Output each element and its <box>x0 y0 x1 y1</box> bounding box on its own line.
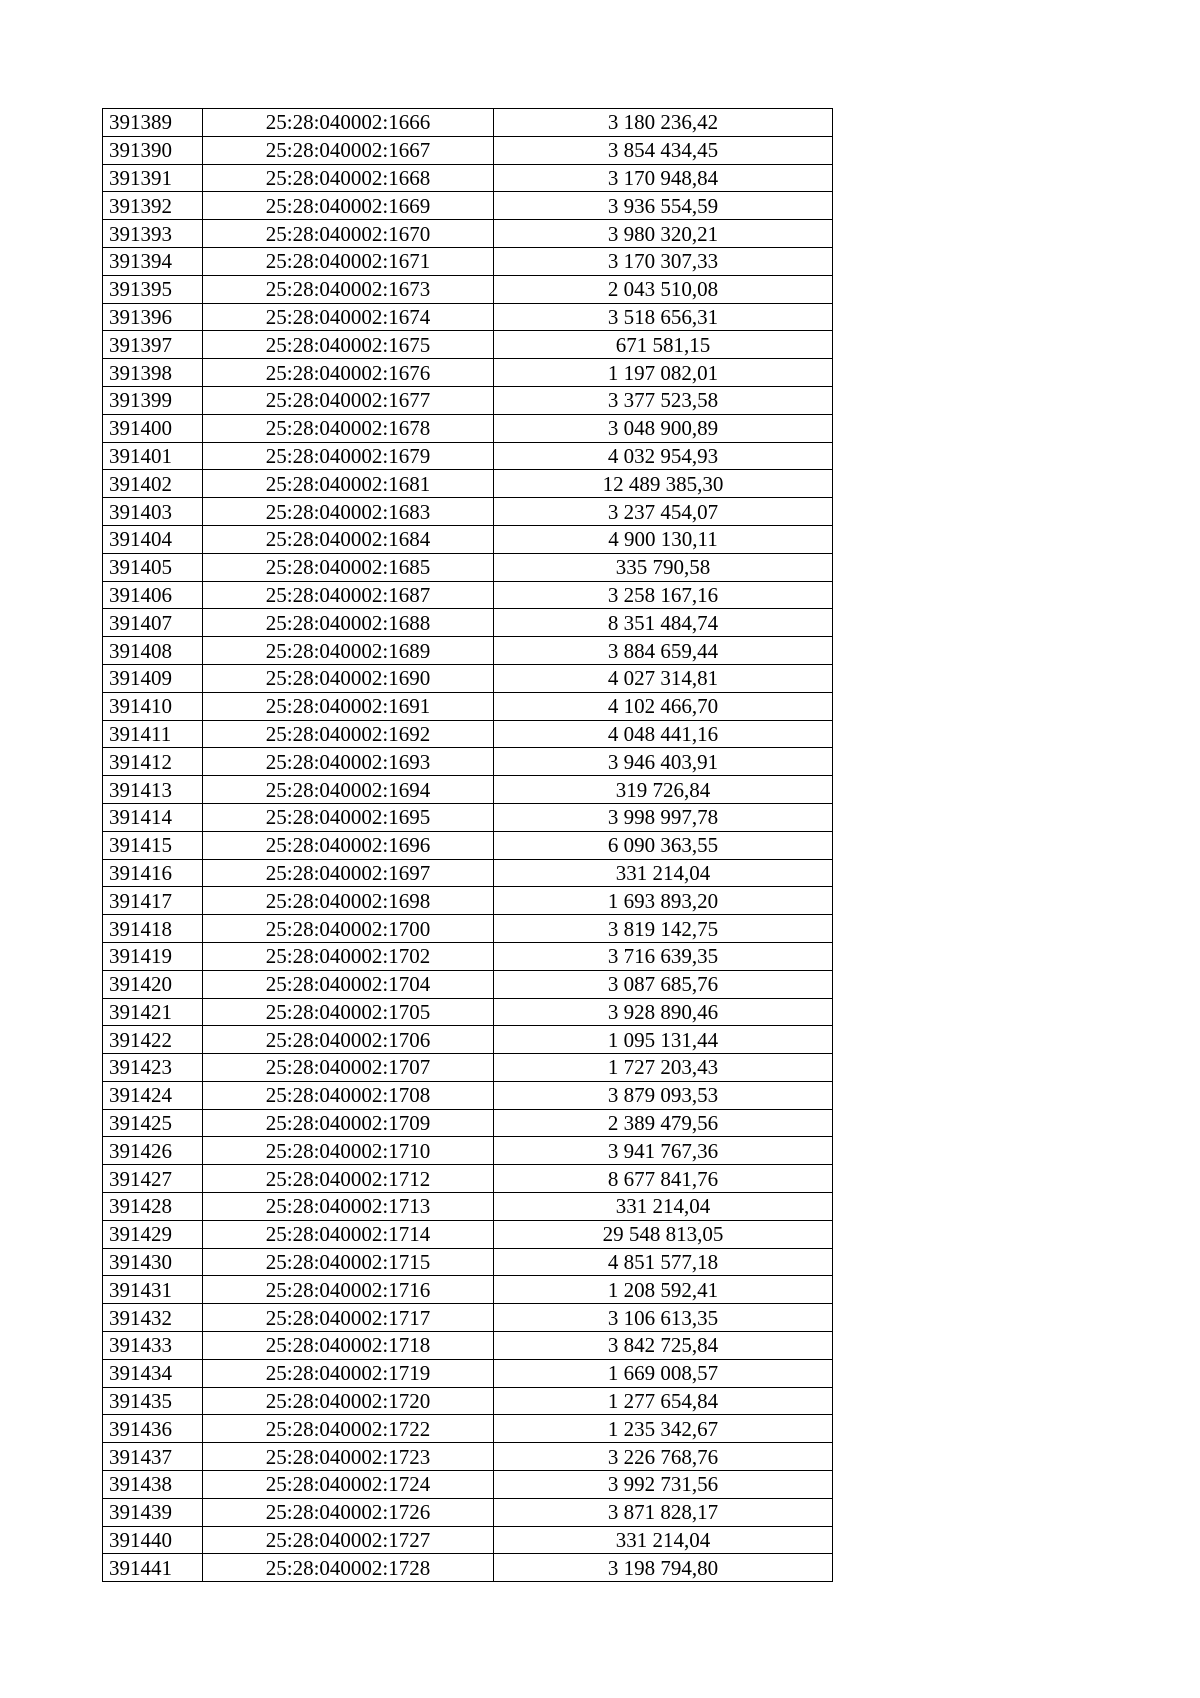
table-row <box>103 247 833 275</box>
table-row <box>103 887 833 915</box>
table-row <box>103 692 833 720</box>
row-number-cell: 391422 <box>103 1026 203 1054</box>
cadastral-number-cell: 25:28:040002:1669 <box>203 192 494 220</box>
value-cell: 3 180 236,42 <box>494 109 833 137</box>
table-row <box>103 1026 833 1054</box>
row-number-cell: 391429 <box>103 1220 203 1248</box>
cadastral-number-cell: 25:28:040002:1718 <box>203 1332 494 1360</box>
cadastral-number-cell: 25:28:040002:1671 <box>203 247 494 275</box>
cadastral-number-cell: 25:28:040002:1715 <box>203 1248 494 1276</box>
value-cell: 6 090 363,55 <box>494 831 833 859</box>
row-number-cell: 391426 <box>103 1137 203 1165</box>
table-row <box>103 803 833 831</box>
cadastral-number-cell: 25:28:040002:1695 <box>203 803 494 831</box>
value-cell: 4 048 441,16 <box>494 720 833 748</box>
table-row <box>103 1193 833 1221</box>
table-row <box>103 776 833 804</box>
data-table <box>102 108 833 1582</box>
value-cell: 12 489 385,30 <box>494 470 833 498</box>
cadastral-number-cell: 25:28:040002:1705 <box>203 998 494 1026</box>
table-row <box>103 1276 833 1304</box>
value-cell: 3 716 639,35 <box>494 942 833 970</box>
row-number-cell: 391430 <box>103 1248 203 1276</box>
row-number-cell: 391437 <box>103 1443 203 1471</box>
table-row <box>103 942 833 970</box>
value-cell: 3 106 613,35 <box>494 1304 833 1332</box>
table-row <box>103 1081 833 1109</box>
cadastral-number-cell: 25:28:040002:1691 <box>203 692 494 720</box>
value-cell: 1 197 082,01 <box>494 359 833 387</box>
value-cell: 4 032 954,93 <box>494 442 833 470</box>
value-cell: 3 998 997,78 <box>494 803 833 831</box>
cadastral-number-cell: 25:28:040002:1707 <box>203 1054 494 1082</box>
cadastral-number-cell: 25:28:040002:1678 <box>203 414 494 442</box>
row-number-cell: 391406 <box>103 581 203 609</box>
value-cell: 3 936 554,59 <box>494 192 833 220</box>
value-cell: 3 946 403,91 <box>494 748 833 776</box>
value-cell: 1 277 654,84 <box>494 1387 833 1415</box>
table-row <box>103 998 833 1026</box>
table-row <box>103 525 833 553</box>
table-row <box>103 1498 833 1526</box>
cadastral-number-cell: 25:28:040002:1726 <box>203 1498 494 1526</box>
row-number-cell: 391409 <box>103 664 203 692</box>
table-row <box>103 1443 833 1471</box>
row-number-cell: 391439 <box>103 1498 203 1526</box>
table-row <box>103 720 833 748</box>
value-cell: 3 884 659,44 <box>494 637 833 665</box>
value-cell: 1 693 893,20 <box>494 887 833 915</box>
value-cell: 3 226 768,76 <box>494 1443 833 1471</box>
row-number-cell: 391413 <box>103 776 203 804</box>
row-number-cell: 391392 <box>103 192 203 220</box>
cadastral-number-cell: 25:28:040002:1666 <box>203 109 494 137</box>
value-cell: 1 669 008,57 <box>494 1359 833 1387</box>
table-row <box>103 831 833 859</box>
value-cell: 8 351 484,74 <box>494 609 833 637</box>
cadastral-number-cell: 25:28:040002:1697 <box>203 859 494 887</box>
value-cell: 3 237 454,07 <box>494 498 833 526</box>
cadastral-number-cell: 25:28:040002:1674 <box>203 303 494 331</box>
value-cell: 29 548 813,05 <box>494 1220 833 1248</box>
value-cell: 3 377 523,58 <box>494 386 833 414</box>
row-number-cell: 391419 <box>103 942 203 970</box>
cadastral-number-cell: 25:28:040002:1714 <box>203 1220 494 1248</box>
row-number-cell: 391390 <box>103 136 203 164</box>
table-row <box>103 748 833 776</box>
value-cell: 3 198 794,80 <box>494 1554 833 1582</box>
row-number-cell: 391400 <box>103 414 203 442</box>
table-row <box>103 859 833 887</box>
cadastral-number-cell: 25:28:040002:1702 <box>203 942 494 970</box>
row-number-cell: 391397 <box>103 331 203 359</box>
row-number-cell: 391438 <box>103 1471 203 1499</box>
table-row <box>103 1471 833 1499</box>
value-cell: 3 854 434,45 <box>494 136 833 164</box>
table-row <box>103 498 833 526</box>
value-cell: 8 677 841,76 <box>494 1165 833 1193</box>
row-number-cell: 391436 <box>103 1415 203 1443</box>
row-number-cell: 391391 <box>103 164 203 192</box>
value-cell: 331 214,04 <box>494 1193 833 1221</box>
cadastral-number-cell: 25:28:040002:1673 <box>203 275 494 303</box>
cadastral-number-cell: 25:28:040002:1719 <box>203 1359 494 1387</box>
value-cell: 3 980 320,21 <box>494 220 833 248</box>
value-cell: 2 389 479,56 <box>494 1109 833 1137</box>
cadastral-number-cell: 25:28:040002:1693 <box>203 748 494 776</box>
cadastral-number-cell: 25:28:040002:1681 <box>203 470 494 498</box>
table-row <box>103 970 833 998</box>
cadastral-number-cell: 25:28:040002:1708 <box>203 1081 494 1109</box>
cadastral-number-cell: 25:28:040002:1720 <box>203 1387 494 1415</box>
cadastral-number-cell: 25:28:040002:1668 <box>203 164 494 192</box>
row-number-cell: 391425 <box>103 1109 203 1137</box>
cadastral-number-cell: 25:28:040002:1687 <box>203 581 494 609</box>
row-number-cell: 391404 <box>103 525 203 553</box>
row-number-cell: 391428 <box>103 1193 203 1221</box>
cadastral-number-cell: 25:28:040002:1728 <box>203 1554 494 1582</box>
table-row <box>103 192 833 220</box>
cadastral-number-cell: 25:28:040002:1704 <box>203 970 494 998</box>
row-number-cell: 391405 <box>103 553 203 581</box>
cadastral-number-cell: 25:28:040002:1692 <box>203 720 494 748</box>
cadastral-number-cell: 25:28:040002:1688 <box>203 609 494 637</box>
table-row <box>103 220 833 248</box>
cadastral-number-cell: 25:28:040002:1677 <box>203 386 494 414</box>
row-number-cell: 391418 <box>103 915 203 943</box>
row-number-cell: 391421 <box>103 998 203 1026</box>
row-number-cell: 391417 <box>103 887 203 915</box>
table-row <box>103 1526 833 1554</box>
table-row <box>103 442 833 470</box>
table-row <box>103 1554 833 1582</box>
cadastral-number-cell: 25:28:040002:1722 <box>203 1415 494 1443</box>
table-row <box>103 1165 833 1193</box>
cadastral-number-cell: 25:28:040002:1683 <box>203 498 494 526</box>
row-number-cell: 391396 <box>103 303 203 331</box>
cadastral-number-cell: 25:28:040002:1694 <box>203 776 494 804</box>
value-cell: 3 170 948,84 <box>494 164 833 192</box>
row-number-cell: 391412 <box>103 748 203 776</box>
table-row <box>103 414 833 442</box>
cadastral-number-cell: 25:28:040002:1716 <box>203 1276 494 1304</box>
table-row <box>103 1054 833 1082</box>
table-body <box>103 109 833 1582</box>
table-row <box>103 553 833 581</box>
table-row <box>103 1332 833 1360</box>
row-number-cell: 391415 <box>103 831 203 859</box>
table-row <box>103 1137 833 1165</box>
cadastral-number-cell: 25:28:040002:1684 <box>203 525 494 553</box>
row-number-cell: 391393 <box>103 220 203 248</box>
row-number-cell: 391420 <box>103 970 203 998</box>
value-cell: 331 214,04 <box>494 859 833 887</box>
table-row <box>103 359 833 387</box>
row-number-cell: 391441 <box>103 1554 203 1582</box>
row-number-cell: 391423 <box>103 1054 203 1082</box>
table-row <box>103 1387 833 1415</box>
table-row <box>103 637 833 665</box>
cadastral-number-cell: 25:28:040002:1713 <box>203 1193 494 1221</box>
row-number-cell: 391440 <box>103 1526 203 1554</box>
row-number-cell: 391435 <box>103 1387 203 1415</box>
cadastral-number-cell: 25:28:040002:1706 <box>203 1026 494 1054</box>
value-cell: 3 992 731,56 <box>494 1471 833 1499</box>
value-cell: 3 087 685,76 <box>494 970 833 998</box>
cadastral-number-cell: 25:28:040002:1676 <box>203 359 494 387</box>
value-cell: 3 048 900,89 <box>494 414 833 442</box>
row-number-cell: 391389 <box>103 109 203 137</box>
row-number-cell: 391416 <box>103 859 203 887</box>
row-number-cell: 391399 <box>103 386 203 414</box>
cadastral-number-cell: 25:28:040002:1667 <box>203 136 494 164</box>
row-number-cell: 391395 <box>103 275 203 303</box>
value-cell: 3 518 656,31 <box>494 303 833 331</box>
cadastral-number-cell: 25:28:040002:1689 <box>203 637 494 665</box>
row-number-cell: 391431 <box>103 1276 203 1304</box>
cadastral-number-cell: 25:28:040002:1690 <box>203 664 494 692</box>
cadastral-number-cell: 25:28:040002:1712 <box>203 1165 494 1193</box>
value-cell: 319 726,84 <box>494 776 833 804</box>
row-number-cell: 391407 <box>103 609 203 637</box>
value-cell: 3 842 725,84 <box>494 1332 833 1360</box>
table-row <box>103 915 833 943</box>
cadastral-number-cell: 25:28:040002:1670 <box>203 220 494 248</box>
value-cell: 3 928 890,46 <box>494 998 833 1026</box>
value-cell: 3 170 307,33 <box>494 247 833 275</box>
row-number-cell: 391402 <box>103 470 203 498</box>
cadastral-number-cell: 25:28:040002:1696 <box>203 831 494 859</box>
row-number-cell: 391398 <box>103 359 203 387</box>
row-number-cell: 391401 <box>103 442 203 470</box>
row-number-cell: 391433 <box>103 1332 203 1360</box>
row-number-cell: 391410 <box>103 692 203 720</box>
row-number-cell: 391403 <box>103 498 203 526</box>
table-row <box>103 275 833 303</box>
cadastral-number-cell: 25:28:040002:1723 <box>203 1443 494 1471</box>
table-row <box>103 303 833 331</box>
value-cell: 1 095 131,44 <box>494 1026 833 1054</box>
cadastral-number-cell: 25:28:040002:1724 <box>203 1471 494 1499</box>
table-row <box>103 164 833 192</box>
row-number-cell: 391424 <box>103 1081 203 1109</box>
row-number-cell: 391432 <box>103 1304 203 1332</box>
table-row <box>103 470 833 498</box>
value-cell: 3 871 828,17 <box>494 1498 833 1526</box>
table-row <box>103 109 833 137</box>
row-number-cell: 391411 <box>103 720 203 748</box>
cadastral-number-cell: 25:28:040002:1710 <box>203 1137 494 1165</box>
cadastral-number-cell: 25:28:040002:1698 <box>203 887 494 915</box>
table-row <box>103 1248 833 1276</box>
value-cell: 4 900 130,11 <box>494 525 833 553</box>
value-cell: 671 581,15 <box>494 331 833 359</box>
value-cell: 331 214,04 <box>494 1526 833 1554</box>
row-number-cell: 391434 <box>103 1359 203 1387</box>
table-row <box>103 386 833 414</box>
table-row <box>103 581 833 609</box>
value-cell: 3 258 167,16 <box>494 581 833 609</box>
value-cell: 3 879 093,53 <box>494 1081 833 1109</box>
table-row <box>103 1220 833 1248</box>
table-row <box>103 1109 833 1137</box>
value-cell: 2 043 510,08 <box>494 275 833 303</box>
table-row <box>103 664 833 692</box>
value-cell: 4 027 314,81 <box>494 664 833 692</box>
cadastral-number-cell: 25:28:040002:1709 <box>203 1109 494 1137</box>
cadastral-number-cell: 25:28:040002:1679 <box>203 442 494 470</box>
row-number-cell: 391414 <box>103 803 203 831</box>
table-row <box>103 1304 833 1332</box>
table-row <box>103 331 833 359</box>
cadastral-number-cell: 25:28:040002:1675 <box>203 331 494 359</box>
value-cell: 4 851 577,18 <box>494 1248 833 1276</box>
row-number-cell: 391427 <box>103 1165 203 1193</box>
value-cell: 4 102 466,70 <box>494 692 833 720</box>
row-number-cell: 391408 <box>103 637 203 665</box>
value-cell: 1 208 592,41 <box>494 1276 833 1304</box>
cadastral-number-cell: 25:28:040002:1717 <box>203 1304 494 1332</box>
value-cell: 3 941 767,36 <box>494 1137 833 1165</box>
row-number-cell: 391394 <box>103 247 203 275</box>
value-cell: 335 790,58 <box>494 553 833 581</box>
table-row <box>103 1415 833 1443</box>
value-cell: 1 727 203,43 <box>494 1054 833 1082</box>
value-cell: 1 235 342,67 <box>494 1415 833 1443</box>
value-cell: 3 819 142,75 <box>494 915 833 943</box>
table-row <box>103 1359 833 1387</box>
cadastral-number-cell: 25:28:040002:1685 <box>203 553 494 581</box>
table-row <box>103 136 833 164</box>
cadastral-number-cell: 25:28:040002:1727 <box>203 1526 494 1554</box>
table-row <box>103 609 833 637</box>
cadastral-number-cell: 25:28:040002:1700 <box>203 915 494 943</box>
